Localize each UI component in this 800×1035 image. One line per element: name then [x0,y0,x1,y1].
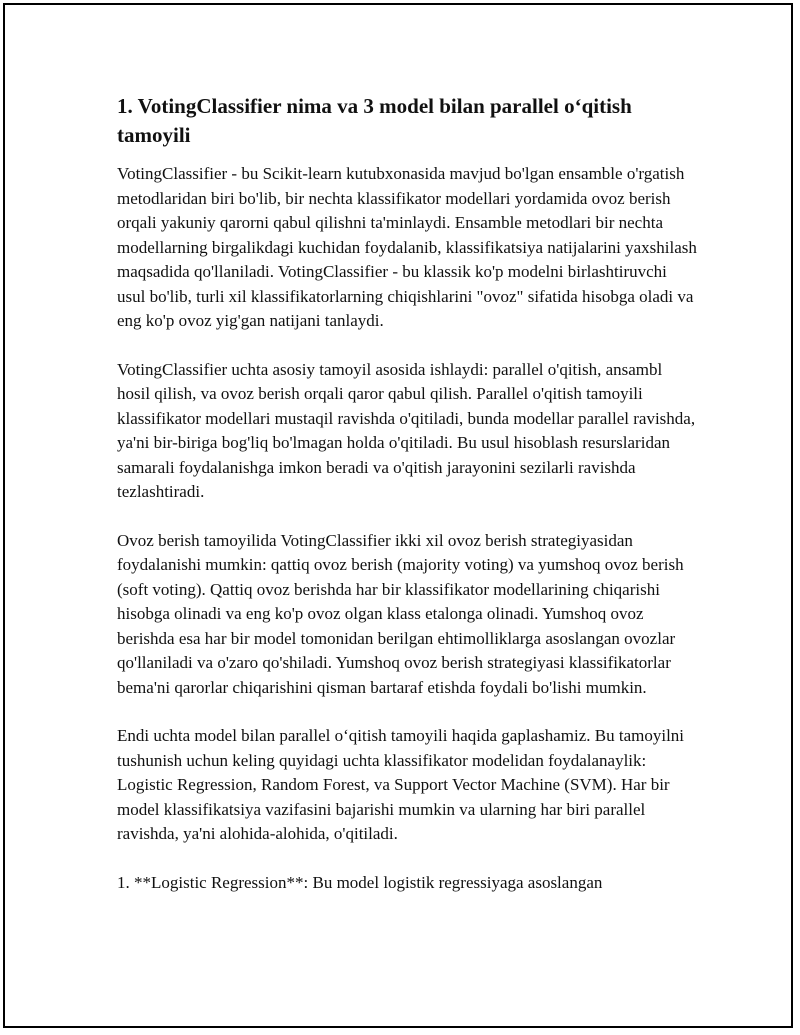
paragraph-5: 1. **Logistic Regression**: Bu model logistik regressiyaga asoslangan [117,872,603,892]
document-body [117,92,697,919]
document-title: 1. VotingClassifier nima va 3 model bilan parallel o‘qitish tamoyili [117,94,632,147]
paragraph-2: VotingClassifier uchta asosiy tamoyil asosida ishlaydi: parallel o'qitish, ansambl hosil qilish, va ovoz berish orqali qaror qabul qilish. Parallel o'qitish tamoyili klassifikator modellari mustaqil ravishda o'qitiladi, bunda modellar parallel ravishda, ya'ni bir-biriga bog'liq bo'lmagan holda o'qitiladi. Bu usul hisoblash resurslaridan samarali foydalanishga imkon beradi va o'qitish jarayonini sezilarli ravishda tezlashtiradi. [117,359,696,501]
paragraph-3: Ovoz berish tamoyilida VotingClassifier ikki xil ovoz berish strategiyasidan foydalanishi mumkin: qattiq ovoz berish (majority voting) va yumshoq ovoz berish (soft voting). Qattiq ovoz berishda har bir klassifikator modellarining chiqarishi hisobga olinadi va eng ko'p ovoz olgan klass etalonga olinadi. Yumshoq ovoz berishda esa har bir model tomonidan berilgan ehtimolliklarga asoslangan ovozlar qo'llaniladi va o'zaro qo'shiladi. Yumshoq ovoz berish strategiyasi klassifikatorlar bema'ni qarorlar chiqarishini qisman bartaraf etishda foydali bo'lishi mumkin. [117,530,684,697]
paragraph-1: VotingClassifier - bu Scikit-learn kutubxonasida mavjud bo'lgan ensamble o'rgatish metodlaridan biri bo'lib, bir nechta klassifikator modellari yordamida ovoz berish orqali yakuniy qarorni qabul qilishni ta'minlaydi. Ensamble metodlari bir nechta modellarning birgalikdagi kuchidan foydalanib, klassifikatsiya natijalarini yaxshilash maqsadida qo'llaniladi. VotingClassifier - bu klassik ko'p modelni birlashtiruvchi usul bo'lib, turli xil klassifikatorlarning chiqishlarini "ovoz" sifatida hisobga oladi va eng ko'p ovoz yig'gan natijani tanlaydi. [117,164,697,330]
paragraph-4: Endi uchta model bilan parallel o‘qitish tamoyili haqida gaplashamiz. Bu tamoyilni tushunish uchun keling quyidagi uchta klassifikator modelidan foydalanaylik: Logistic Regression, Random Forest, va Support Vector Machine (SVM). Har bir model klassifikatsiya vazifasini bajarishi mumkin va ularning har biri parallel ravishda, ya'ni alohida-alohida, o'qitiladi. [117,726,685,843]
